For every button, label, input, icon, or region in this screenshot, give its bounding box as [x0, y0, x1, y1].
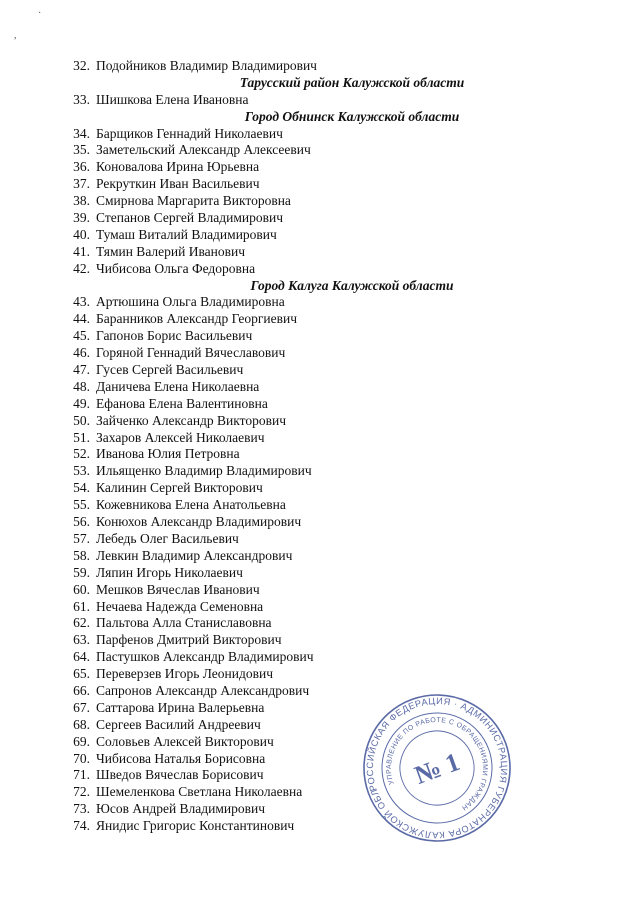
list-item-name: Ляпин Игорь Николаевич	[96, 564, 243, 580]
list-item	[62, 615, 582, 632]
list-item	[62, 244, 582, 261]
list-item-number: 44.	[73, 311, 90, 327]
section-heading: Город Обнинск Калужской области	[244, 108, 460, 124]
list-item	[62, 497, 582, 514]
list-item	[62, 328, 582, 345]
list-item	[62, 565, 582, 582]
list-item	[62, 531, 582, 548]
list-item	[62, 430, 582, 447]
list-item-number: 47.	[73, 362, 90, 378]
list-item-number: 42.	[73, 260, 90, 276]
list-item-name: Горяной Геннадий Вячеславович	[96, 345, 286, 361]
list-item-name: Юсов Андрей Владимирович	[96, 801, 266, 817]
list-item	[62, 514, 582, 531]
list-item	[62, 480, 582, 497]
list-item-name: Чибисова Ольга Федоровна	[96, 260, 256, 276]
list-item-name: Иванова Юлия Петровна	[96, 446, 240, 462]
stamp-outer-text: РОССИЙСКАЯ ФЕДЕРАЦИЯ · АДМИНИСТРАЦИЯ ГУБЕРНАТОРА КАЛУЖСКОЙ ОБЛАСТИ	[364, 695, 510, 841]
list-item-number: 34.	[73, 125, 90, 141]
stamp-inner-text: УПРАВЛЕНИЕ ПО РАБОТЕ С ОБРАЩЕНИЯМИ ГРАЖДАН	[385, 716, 489, 812]
list-item	[62, 92, 582, 109]
list-item-number: 74.	[73, 818, 90, 834]
list-item-number: 49.	[73, 395, 90, 411]
list-item	[62, 666, 582, 683]
list-item-name: Гусев Сергей Васильевич	[96, 362, 244, 378]
list-item-number: 64.	[73, 649, 90, 665]
list-item-name: Коновалова Ирина Юрьевна	[96, 159, 260, 175]
list-item-number: 51.	[73, 429, 90, 445]
list-item-name: Парфенов Дмитрий Викторович	[96, 632, 282, 648]
list-item-number: 65.	[73, 666, 90, 682]
list-item-name: Артюшина Ольга Владимировна	[96, 294, 285, 310]
scan-mark: ·	[38, 8, 42, 19]
list-item-name: Шведов Вячеслав Борисович	[96, 767, 264, 783]
list-item	[62, 126, 582, 143]
list-item-name: Чибисова Наталья Борисовна	[96, 750, 266, 766]
list-item-name: Соловьев Алексей Викторович	[96, 733, 274, 749]
list-item-name: Подойников Владимир Владимирович	[96, 58, 317, 73]
list-item-name: Мешков Вячеслав Иванович	[96, 581, 260, 597]
list-item-number: 50.	[73, 412, 90, 428]
list-item-number: 48.	[73, 378, 90, 394]
list-item	[62, 632, 582, 649]
list-item-number: 41.	[73, 243, 90, 259]
list-item-name: Тумаш Виталий Владимирович	[96, 226, 277, 242]
list-item-name: Рекруткин Иван Васильевич	[96, 176, 260, 192]
list-item-name: Гапонов Борис Васильевич	[96, 328, 253, 344]
list-item-name: Степанов Сергей Владимирович	[96, 210, 284, 226]
list-item	[62, 446, 582, 463]
list-item-number: 57.	[73, 530, 90, 546]
list-item-name: Тямин Валерий Иванович	[96, 243, 246, 259]
list-item-name: Шишкова Елена Ивановна	[96, 91, 249, 107]
list-item	[62, 362, 582, 379]
list-item-number: 60.	[73, 581, 90, 597]
scan-mark: ,	[14, 30, 17, 41]
list-item	[62, 396, 582, 413]
list-item-number: 62.	[73, 615, 90, 631]
list-item-name: Пальтова Алла Станиславовна	[96, 615, 272, 631]
list-item-name: Калинин Сергей Викторович	[96, 480, 263, 496]
list-item-number: 59.	[73, 564, 90, 580]
official-stamp	[362, 693, 512, 843]
list-item-number: 58.	[73, 547, 90, 563]
list-item-name: Пастушков Александр Владимирович	[96, 649, 314, 665]
list-item-name: Нечаева Надежда Семеновна	[96, 598, 264, 614]
list-item-name: Кожевникова Елена Анатольевна	[96, 497, 286, 513]
list-item-number: 40.	[73, 226, 90, 242]
list-item-name: Сергеев Василий Андреевич	[96, 716, 261, 732]
list-item-number: 61.	[73, 598, 90, 614]
section-heading: Тарусский район Калужской области	[239, 74, 465, 90]
list-item-name: Лебедь Олег Васильевич	[96, 530, 239, 546]
list-item-number: 56.	[73, 514, 90, 530]
list-item	[62, 227, 582, 244]
list-item-number: 52.	[73, 446, 90, 462]
list-item	[62, 210, 582, 227]
list-item-name: Сапронов Александр Александрович	[96, 682, 310, 698]
list-item	[62, 142, 582, 159]
list-item-number: 32.	[73, 58, 90, 73]
section-heading: Город Калуга Калужской области	[250, 277, 454, 293]
list-item-number: 70.	[73, 750, 90, 766]
list-item-name: Захаров Алексей Николаевич	[96, 429, 265, 445]
list-item	[62, 193, 582, 210]
list-item-number: 35.	[73, 142, 90, 158]
list-item-name: Левкин Владимир Александрович	[96, 547, 293, 563]
list-item-name: Смирнова Маргарита Викторовна	[96, 193, 291, 209]
list-item-number: 71.	[73, 767, 90, 783]
list-item-name: Янидис Григорис Константинович	[96, 818, 295, 834]
list-item-number: 67.	[73, 699, 90, 715]
list-item-name: Заметельский Александр Алексеевич	[96, 142, 311, 158]
list-item-number: 72.	[73, 784, 90, 800]
list-item	[62, 294, 582, 311]
list-item	[62, 261, 582, 278]
list-item-name: Зайченко Александр Викторович	[96, 412, 287, 428]
list-item-number: 69.	[73, 733, 90, 749]
list-item-number: 63.	[73, 632, 90, 648]
list-item	[62, 582, 582, 599]
list-item-name: Баранников Александр Георгиевич	[96, 311, 298, 327]
list-item-number: 55.	[73, 497, 90, 513]
stamp-number: № 1	[410, 747, 464, 790]
list-item-name: Барщиков Геннадий Николаевич	[96, 125, 283, 141]
list-item-name: Конюхов Александр Владимирович	[96, 514, 302, 530]
list-item-number: 68.	[73, 716, 90, 732]
list-item	[62, 176, 582, 193]
list-item	[62, 599, 582, 616]
list-item-number: 46.	[73, 345, 90, 361]
list-item-number: 73.	[73, 801, 90, 817]
list-item-name: Даничева Елена Николаевна	[96, 378, 260, 394]
list-item-name: Ефанова Елена Валентиновна	[96, 395, 268, 411]
list-item-number: 37.	[73, 176, 90, 192]
list-item-number: 54.	[73, 480, 90, 496]
list-item	[62, 345, 582, 362]
list-item-number: 36.	[73, 159, 90, 175]
list-item-name: Переверзев Игорь Леонидович	[96, 666, 274, 682]
list-item-number: 45.	[73, 328, 90, 344]
list-item-number: 33.	[73, 91, 90, 107]
list-item	[62, 413, 582, 430]
list-item-number: 53.	[73, 463, 90, 479]
list-item	[62, 649, 582, 666]
list-item	[62, 311, 582, 328]
list-item	[62, 379, 582, 396]
list-item	[62, 159, 582, 176]
list-item	[62, 463, 582, 480]
list-item-number: 39.	[73, 210, 90, 226]
list-item	[62, 58, 582, 75]
list-item	[62, 548, 582, 565]
list-item-name: Шемеленкова Светлана Николаевна	[96, 784, 303, 800]
list-item-name: Ильященко Владимир Владимирович	[96, 463, 312, 479]
list-item-number: 66.	[73, 682, 90, 698]
list-item-number: 43.	[73, 294, 90, 310]
list-item-name: Саттарова Ирина Валерьевна	[96, 699, 265, 715]
list-item-number: 38.	[73, 193, 90, 209]
